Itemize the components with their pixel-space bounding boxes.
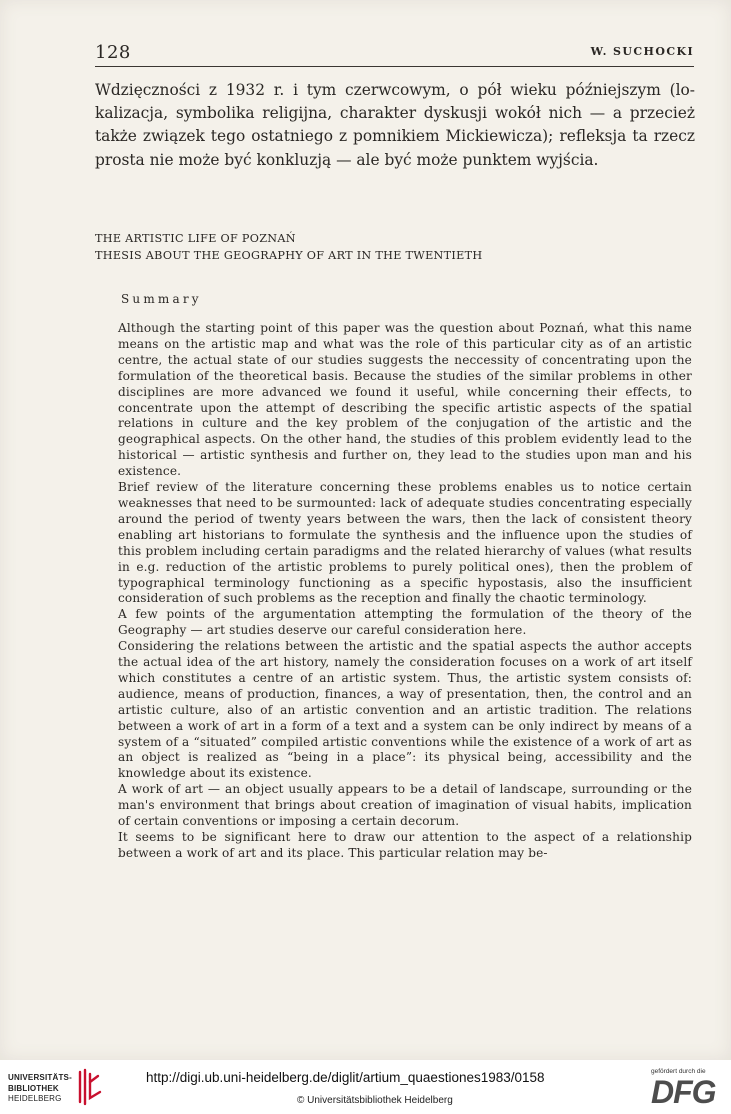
article-title <box>95 231 705 265</box>
viewer-footer <box>0 1060 731 1114</box>
running-head-author: W. SUCHOCKI <box>590 45 694 58</box>
summary-body <box>118 321 692 862</box>
library-name-line-3: HEIDELBERG <box>8 1094 62 1103</box>
summary-paragraph-4: Considering the relations between the artistic and the spatial aspects the author accepts the actual idea of the art history, namely the consideration focuses on a work of art itself which constitutes a centre of an artistic system. Thus, the artistic system consists of: audience, means of production, finances, a way of presentation, then, the control and an artistic culture, also of an artistic convention and an artistic tradition. The relations between a work of art in a form of a text and a system can be only indirect by means of a system of a “situated” compiled artistic conventions while the existence of a work of art as an object is realized as “being in a place”: its physical being, accessibility and the knowledge about its existence. <box>118 639 692 781</box>
permalink-url[interactable]: http://digi.ub.uni-heidelberg.de/diglit/artium_quaestiones1983/0158 <box>146 1070 545 1085</box>
summary-paragraph-1: Although the starting point of this paper was the question about Poznań, what this name means on the artistic map and what was the role of this particular city as of an artistic centre, the actual state of our studies suggests the neccessity of concentrating upon the formulation of the theoretical basis. Because the studies of the similar problems in other disciplines are more advanced we found it useful, while concerning their effects, to concentrate upon the attempt of describing the specific artistic aspects of the spatial relations in culture and the key problem of the conjugation of the artistic and the geographical aspects. On the other hand, the studies of this problem evidently lead to the historical — artistic synthesis and further on, they lead to the studies upon man and his existence. <box>118 321 692 479</box>
library-name-line-1: UNIVERSITÄTS- <box>8 1073 72 1082</box>
library-name-line-2: BIBLIOTHEK <box>8 1083 59 1093</box>
article-title-line-1: THE ARTISTIC LIFE OF POZNAŃ <box>95 232 296 245</box>
summary-paragraph-3: A few points of the argumentation attempting the formulation of the theory of the Geography — art studies deserve our careful consideration here. <box>118 607 692 638</box>
summary-heading: Summary <box>121 292 202 306</box>
heidelberg-lion-icon <box>74 1068 104 1106</box>
article-title-line-2: THESIS ABOUT THE GEOGRAPHY OF ART IN THE TWENTIETH <box>95 248 483 262</box>
funder-caption: gefördert durch die <box>651 1068 706 1075</box>
university-library-logo[interactable] <box>8 1073 72 1105</box>
intro-paragraph: Wdzięczności z 1932 r. i tym czerwcowym, o pół wieku późniejszym (lokalizacja, symbolika religijna, charakter dyskusji wokół nich — a przecież także związek tego ostatniego z pomnikiem Mickiewicza); refleksja ta rzecz prosta nie może być konkluzją — ale być może punktem wyjścia. <box>95 81 695 169</box>
dfg-logo[interactable]: DFG <box>651 1074 716 1110</box>
summary-paragraph-6: It seems to be significant here to draw our attention to the aspect of a relationship between a work of art and its place. This particular relation may be- <box>118 830 692 860</box>
page-number: 128 <box>95 42 131 63</box>
copyright-notice: © Universitätsbibliothek Heidelberg <box>297 1095 453 1106</box>
header-rule <box>95 66 694 67</box>
summary-paragraph-2: Brief review of the literature concerning these problems enables us to notice certain weaknesses that need to be surmounted: lack of adequate studies concentrating especially around the period of twenty years between the wars, then the lack of consistent theory enabling art historians to formulate the synthesis and the influence upon the studies of this problem including certain paradigms and the related hierarchy of values (what results in e.g. reduction of the artistic problems to purely political ones), then the problem of typographical terminology functioning as a specific hypostasis, also the insufficient consideration of such problems as the reception and finally the chaotic terminology. <box>118 480 692 606</box>
summary-paragraph-5: A work of art — an object usually appears to be a detail of landscape, surrounding or the man's environment that brings about creation of imagination of visual habits, implication of certain conventions or imposing a certain decorum. <box>118 782 692 829</box>
